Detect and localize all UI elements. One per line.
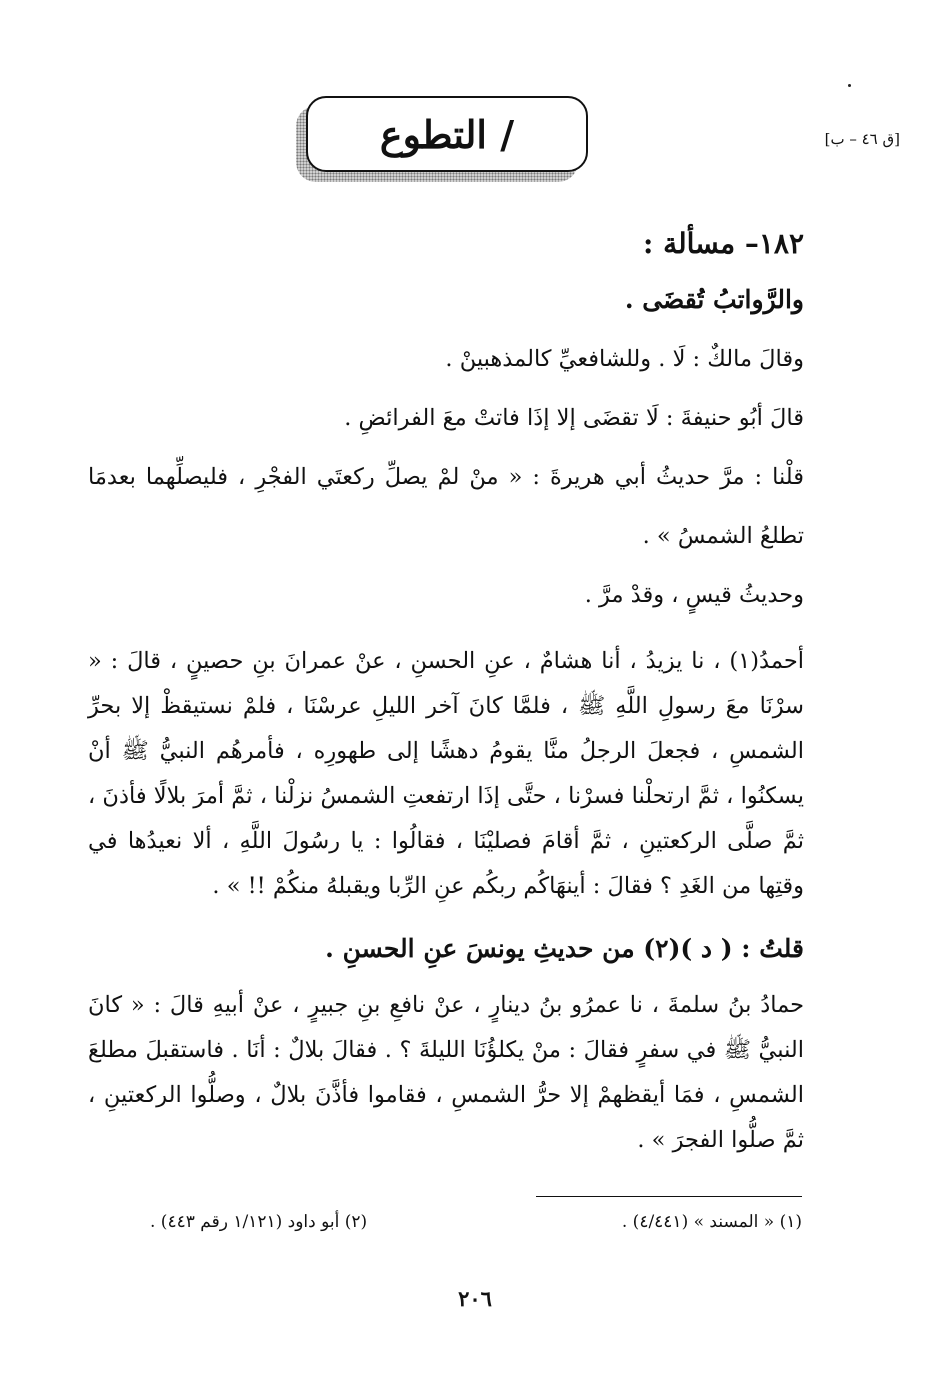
paragraph-abu-hurayra-hadith: قلْنا : مرَّ حديثُ أبي هريرةَ : « منْ لمْ يصلِّ ركعتَي الفجْرِ ، فليصلِّهما بعدمَا تطلعُ الشمسُ » . bbox=[88, 464, 804, 549]
paragraph-malik: وقالَ مالكٌ : لَا . وللشافعيِّ كالمذهبينْ . bbox=[445, 346, 804, 372]
author-remark: قلتُ : ( د )(٢) من حديثِ يونسَ عنِ الحسنِ . bbox=[325, 934, 804, 963]
main-text bbox=[88, 222, 804, 1163]
page-number: ٢٠٦ bbox=[458, 1286, 492, 1311]
page-speck bbox=[848, 84, 851, 87]
title-box bbox=[306, 96, 588, 172]
paragraph-bilal-hadith: حمادُ بنُ سلمةَ ، نا عمرُو بنُ دينارٍ ، عنْ نافعِ بنِ جبيرٍ ، عنْ أبيهِ قالَ : « كانَ النبيُّ ﷺ في سفرٍ فقالَ : منْ يكلؤُنَا الليلةَ ؟ . فقالَ بلالٌ : أنَا . فاستقبلَ مطلعَ الشمسِ ، فمَا أيقظهمْ إلا حرُّ الشمسِ ، فقاموا فأذَّنَ بلالٌ ، وصلُّوا الركعتينِ ، ثمَّ صلُّوا الفجرَ » . bbox=[88, 992, 804, 1153]
paragraph-qays-hadith: وحديثُ قيسٍ ، وقدْ مرَّ . bbox=[584, 582, 804, 608]
paragraph-imran-hadith: أحمدُ(١) ، نا يزيدُ ، أنا هشامٌ ، عنِ الحسنِ ، عنْ عمرانَ بنِ حصينٍ ، قالَ : « سرْنَا معَ رسولِ اللَّهِ ﷺ ، فلمَّا كانَ آخر الليلِ عرسْنَا ، فلمْ نستيقظْ إلا بحرِّ الشمسِ ، فجعلَ الرجلُ منَّا يقومُ دهشًا إلى طهورِه ، فأمرهُم النبيُّ ﷺ أنْ يسكنُوا ، ثمَّ ارتحلْنا فسرْنا ، حتَّى إذَا ارتفعتِ الشمسُ نزلْنا ، ثمَّ أمرَ بلالًا فأذنَ ، ثمَّ صلَّى الركعتينِ ، ثمَّ أقامَ فصليْنَا ، فقالُوا : يا رسُولَ اللَّهِ ، ألا نعيدُها في وقتِها من الغَدِ ؟ فقالَ : أينهَاكُم ربكُم عنِ الرِّبا ويقبلهُ منكُمْ !! » . bbox=[88, 648, 804, 899]
paragraph-abu-hanifa: قالَ أبُو حنيفةَ : لَا تقضَى إلا إذَا فاتتْ معَ الفرائضِ . bbox=[344, 405, 804, 431]
section-title: / التطوع bbox=[379, 111, 515, 157]
footnote-divider bbox=[536, 1196, 802, 1197]
issue-statement: والرَّواتبُ تُقضَى . bbox=[624, 285, 804, 314]
manuscript-folio-marker: [ق ٤٦ – ب] bbox=[824, 130, 900, 148]
footnote-1: (١) « المسند » (٤/٤٤١) . bbox=[621, 1212, 802, 1232]
footnotes bbox=[150, 1208, 802, 1236]
footnote-2: (٢) أبو داود (١/١٢١ رقم ٤٤٣) . bbox=[150, 1212, 368, 1232]
section-title-frame bbox=[296, 96, 590, 182]
issue-heading: ١٨٢– مسألة : bbox=[642, 227, 804, 260]
